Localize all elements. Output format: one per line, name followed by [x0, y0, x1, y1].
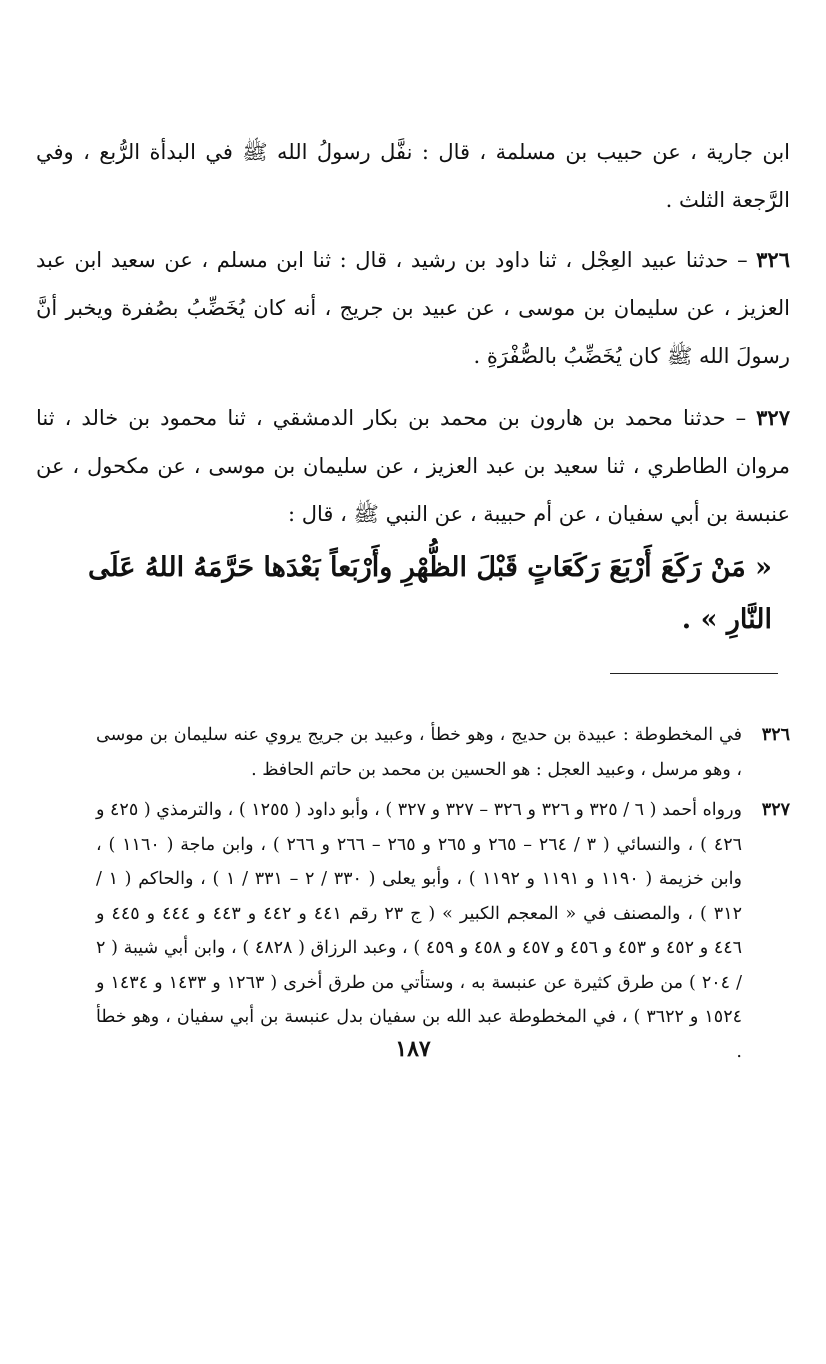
footnote-text: في المخطوطة : عبيدة بن حديج ، وهو خطأ ، وعبيد بن جريج يروي عنه سليمان بن موسى ، وهو مرسل ، وعبيد العجل : هو الحسين بن محمد بن حاتم الحافظ . [96, 725, 742, 780]
hadith-number: ٣٢٧ [756, 405, 790, 430]
hadith-number: ٣٢٦ [756, 247, 790, 272]
footnote-326 [96, 718, 790, 787]
hadith-text: – حدثنا عبيد العِجْل ، ثنا داود بن رشيد ، قال : ثنا ابن مسلم ، عن سعيد ابن عبد العزيز ، عن سليمان بن موسى ، عن عبيد بن جريج ، أنه كان يُخَضِّبُ بصُفرة ويخبر أنَّ رسولَ الله ﷺ كان يُخَضِّبُ بالصُّفْرَةِ . [36, 248, 790, 368]
page-number: ١٨٧ [395, 1036, 431, 1062]
main-text-body [36, 128, 790, 646]
prophetic-quote: « مَنْ رَكَعَ أَرْبَعَ رَكَعَاتٍ قَبْلَ الظُّهْرِ وأَرْبَعاً بَعْدَها حَرَّمَهُ اللهُ عَلَى النَّارِ » . [87, 552, 772, 635]
hadith-327 [36, 394, 790, 538]
footnote-327 [96, 793, 790, 1069]
hadith-326 [36, 236, 790, 380]
continuation-paragraph: ابن جارية ، عن حبيب بن مسلمة ، قال : نفَّل رسولُ الله ﷺ في البدأة الرُّبع ، وفي الرَّجعة الثلث . [36, 140, 790, 212]
footnote-number: ٣٢٦ [761, 725, 790, 745]
footnote-text: ورواه أحمد ( ٦ / ٣٢٥ و ٣٢٦ و ٣٢٦ – ٣٢٧ و ٣٢٧ ) ، وأبو داود ( ١٢٥٥ ) ، والترمذي ( ٤٢٥ و ٤٢٦ ) ، والنسائي ( ٣ / ٢٦٤ – ٢٦٥ و ٢٦٥ و ٢٦٥ – ٢٦٦ و ٢٦٦ ) ، وابن ماجة ( ١١٦٠ ) ، وابن خزيمة ( ١١٩٠ و ١١٩١ و ١١٩٢ ) ، وأبو يعلى ( ٣٣٠ / ٢ – ٣٣١ / ١ ) ، والحاكم ( ١ / ٣١٢ ) ، والمصنف في « المعجم الكبير » ( ج ٢٣ رقم ٤٤١ و ٤٤٢ و ٤٤٣ و ٤٤٤ و ٤٤٥ و ٤٤٦ و ٤٥٢ و ٤٥٣ و ٤٥٦ و ٤٥٧ و ٤٥٨ و ٤٥٩ ) ، وعبد الرزاق ( ٤٨٢٨ ) ، وابن أبي شيبة ( ٢ / ٢٠٤ ) من طرق كثيرة عن عنبسة به ، وستأتي من طرق أخرى ( ١٢٦٣ و ١٤٣٣ و ١٤٣٤ و ١٥٢٤ و ٣٦٢٢ ) ، في المخطوطة عبد الله بن سفيان بدل عنبسة بن أبي سفيان ، وهو خطأ . [96, 800, 743, 1062]
hadith-text: – حدثنا محمد بن هارون بن محمد بن بكار الدمشقي ، ثنا محمود بن خالد ، ثنا مروان الطاطري ، ثنا سعيد بن عبد العزيز ، عن سليمان بن موسى ، عن مكحول ، عن عنبسة بن أبي سفيان ، عن أم حبيبة ، عن النبي ﷺ ، قال : [36, 406, 790, 526]
footnote-divider [610, 673, 778, 674]
footnotes-section [96, 718, 790, 1069]
footnote-number: ٣٢٧ [761, 800, 790, 820]
